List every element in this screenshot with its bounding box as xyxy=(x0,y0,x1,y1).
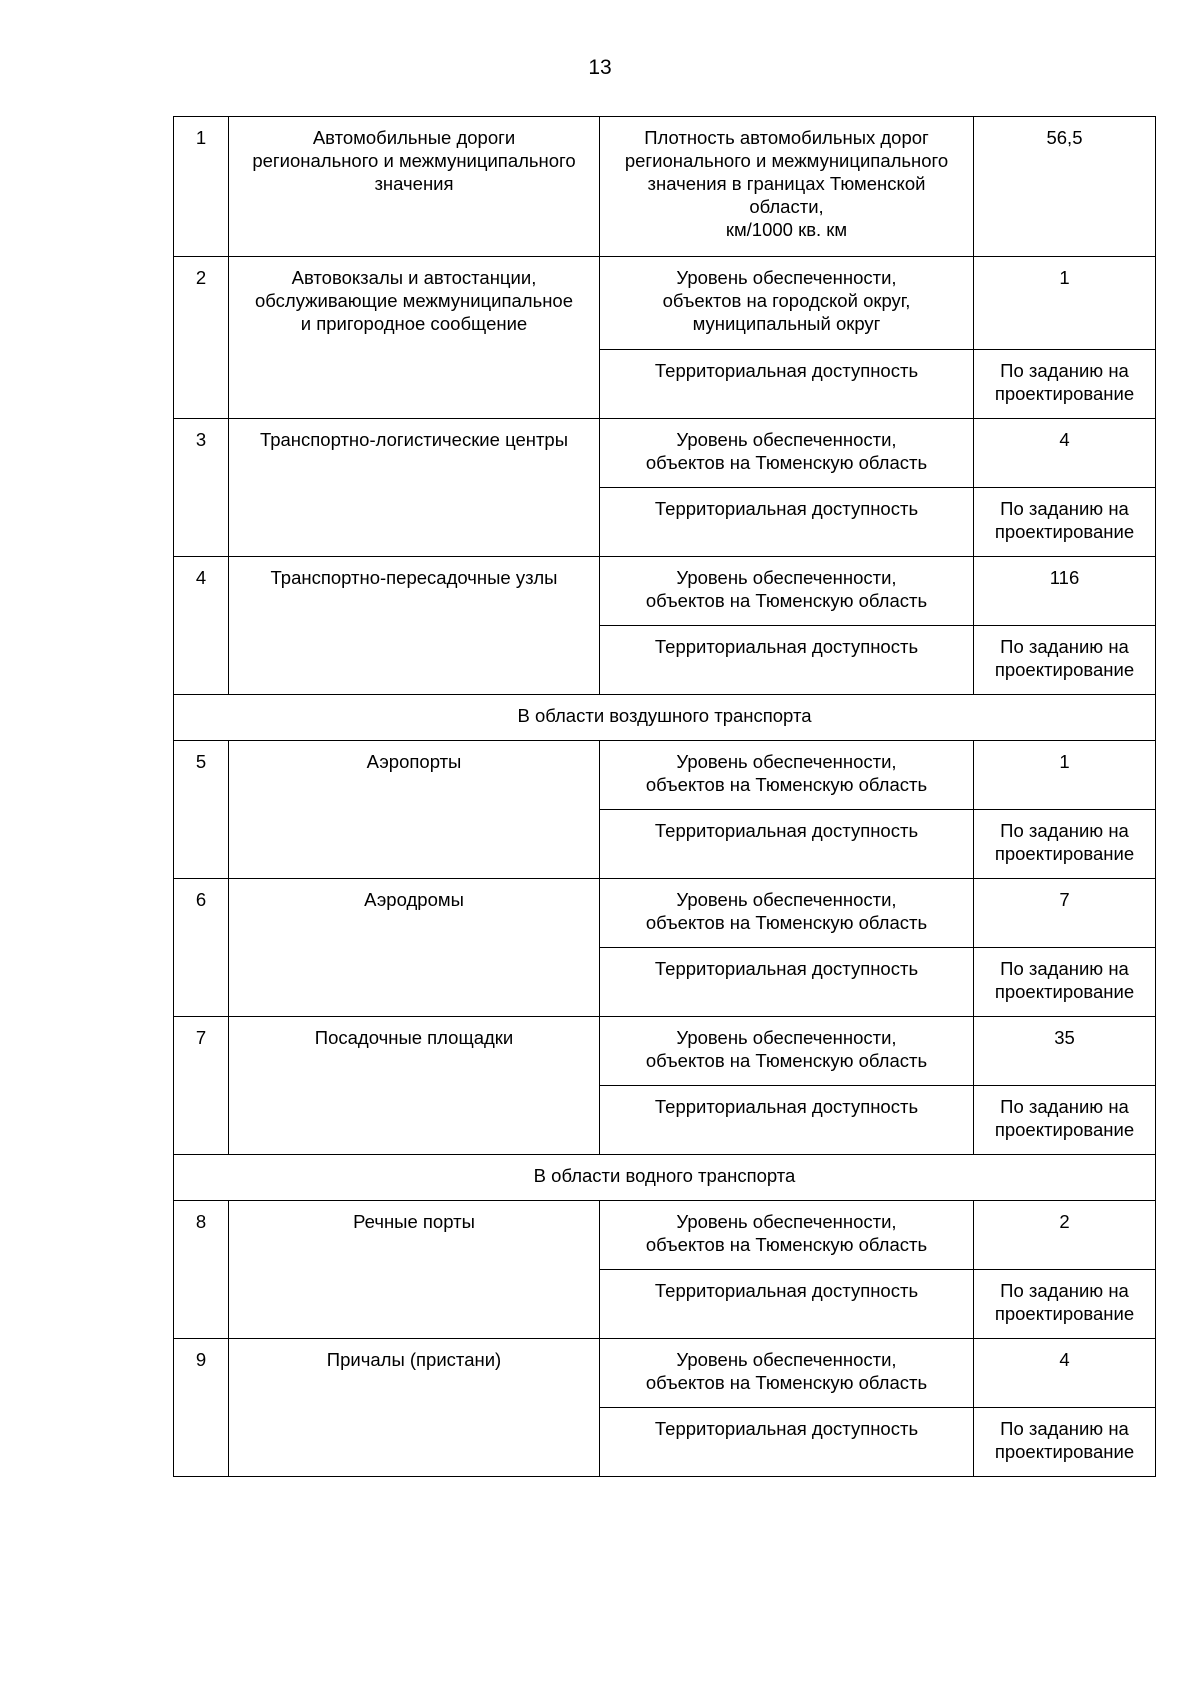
indicator-name: Территориальная доступность xyxy=(600,488,974,557)
section-row xyxy=(174,1155,1156,1201)
indicator-value: 4 xyxy=(974,419,1156,488)
row-number: 4 xyxy=(174,557,229,695)
indicator-name: Уровень обеспеченности, объектов на Тюменскую область xyxy=(600,741,974,810)
indicator-value: По заданию на проектирование xyxy=(974,1086,1156,1155)
object-type: Аэродромы xyxy=(229,879,600,1017)
indicator-name: Территориальная доступность xyxy=(600,810,974,879)
indicator-name: Территориальная доступность xyxy=(600,1408,974,1477)
indicator-value: 2 xyxy=(974,1201,1156,1270)
row-number: 1 xyxy=(174,117,229,257)
indicator-name: Уровень обеспеченности, объектов на Тюменскую область xyxy=(600,879,974,948)
indicator-name: Территориальная доступность xyxy=(600,1270,974,1339)
indicator-name: Территориальная доступность xyxy=(600,350,974,419)
object-type: Посадочные площадки xyxy=(229,1017,600,1155)
row-number: 5 xyxy=(174,741,229,879)
section-title: В области водного транспорта xyxy=(174,1155,1156,1201)
indicator-value: 1 xyxy=(974,257,1156,350)
table-row xyxy=(174,257,1156,350)
table-row xyxy=(174,741,1156,810)
table-row xyxy=(174,419,1156,488)
requirements-table xyxy=(173,116,1156,1477)
indicator-name: Плотность автомобильных дорог регионального и межмуниципального значения в границах Тюменской области, км/1000 кв. км xyxy=(600,117,974,257)
object-type: Речные порты xyxy=(229,1201,600,1339)
row-number: 3 xyxy=(174,419,229,557)
table-row xyxy=(174,1017,1156,1086)
indicator-name: Уровень обеспеченности, объектов на Тюменскую область xyxy=(600,1201,974,1270)
row-number: 9 xyxy=(174,1339,229,1477)
table-row xyxy=(174,117,1156,257)
indicator-value: По заданию на проектирование xyxy=(974,1270,1156,1339)
indicator-value: По заданию на проектирование xyxy=(974,350,1156,419)
indicator-name: Территориальная доступность xyxy=(600,626,974,695)
indicator-name: Уровень обеспеченности, объектов на Тюменскую область xyxy=(600,557,974,626)
object-type: Транспортно-логистические центры xyxy=(229,419,600,557)
row-number: 2 xyxy=(174,257,229,419)
indicator-name: Уровень обеспеченности, объектов на Тюменскую область xyxy=(600,1017,974,1086)
table-body xyxy=(174,117,1156,1477)
indicator-value: По заданию на проектирование xyxy=(974,810,1156,879)
indicator-value: 7 xyxy=(974,879,1156,948)
indicator-value: По заданию на проектирование xyxy=(974,626,1156,695)
section-row xyxy=(174,695,1156,741)
row-number: 6 xyxy=(174,879,229,1017)
indicator-name: Уровень обеспеченности, объектов на Тюменскую область xyxy=(600,419,974,488)
indicator-value: По заданию на проектирование xyxy=(974,488,1156,557)
indicator-value: По заданию на проектирование xyxy=(974,1408,1156,1477)
section-title: В области воздушного транспорта xyxy=(174,695,1156,741)
table-row xyxy=(174,557,1156,626)
indicator-value: По заданию на проектирование xyxy=(974,948,1156,1017)
row-number: 8 xyxy=(174,1201,229,1339)
row-number: 7 xyxy=(174,1017,229,1155)
object-type: Автовокзалы и автостанции, обслуживающие межмуниципальное и пригородное сообщение xyxy=(229,257,600,419)
indicator-name: Уровень обеспеченности, объектов на Тюменскую область xyxy=(600,1339,974,1408)
table-row xyxy=(174,1339,1156,1408)
page-number: 13 xyxy=(588,56,612,79)
object-type: Автомобильные дороги регионального и межмуниципального значения xyxy=(229,117,600,257)
object-type: Транспортно-пересадочные узлы xyxy=(229,557,600,695)
indicator-name: Уровень обеспеченности, объектов на городской округ, муниципальный округ xyxy=(600,257,974,350)
indicator-value: 4 xyxy=(974,1339,1156,1408)
indicator-name: Территориальная доступность xyxy=(600,948,974,1017)
indicator-value: 116 xyxy=(974,557,1156,626)
object-type: Аэропорты xyxy=(229,741,600,879)
indicator-value: 35 xyxy=(974,1017,1156,1086)
table-row xyxy=(174,1201,1156,1270)
indicator-value: 1 xyxy=(974,741,1156,810)
indicator-name: Территориальная доступность xyxy=(600,1086,974,1155)
object-type: Причалы (пристани) xyxy=(229,1339,600,1477)
table-row xyxy=(174,879,1156,948)
indicator-value: 56,5 xyxy=(974,117,1156,257)
